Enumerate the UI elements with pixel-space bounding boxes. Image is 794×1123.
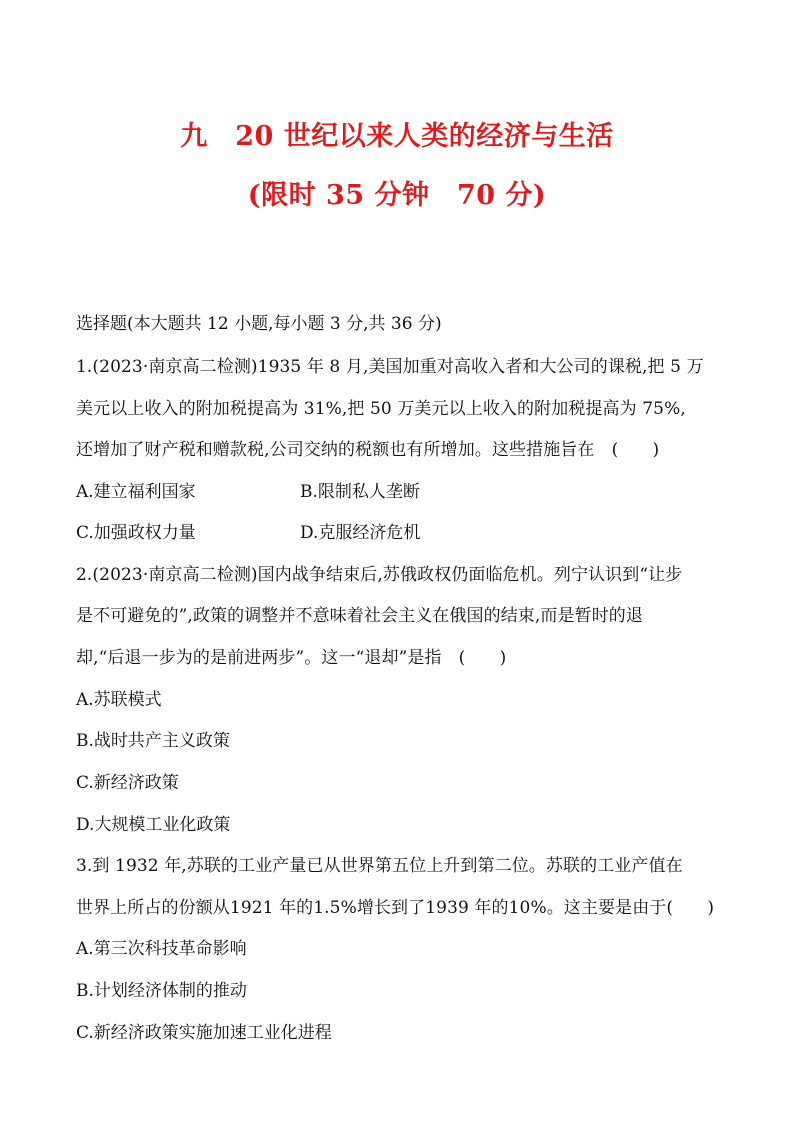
question-2-line-2: 是不可避免的”,政策的调整并不意味着社会主义在俄国的结束,而是暂时的退 bbox=[76, 606, 643, 626]
question-2-line-3: 却,“后退一步为的是前进两步”。这一“退却”是指 ( ) bbox=[76, 648, 507, 668]
question-2-option-c: C.新经济政策 bbox=[76, 773, 179, 793]
question-3-line-2: 世界上所占的份额从1921 年的1.5%增长到了1939 年的10%。这主要是由于( ) bbox=[76, 898, 715, 918]
page-subtitle: (限时 35 分钟 70 分) bbox=[247, 180, 547, 211]
question-3-option-a: A.第三次科技革命影响 bbox=[76, 939, 247, 959]
question-1-option-d: D.克服经济危机 bbox=[300, 523, 421, 543]
question-1-option-b: B.限制私人垄断 bbox=[300, 482, 420, 502]
question-1-option-c: C.加强政权力量 bbox=[76, 523, 196, 543]
question-2-option-d: D.大规模工业化政策 bbox=[76, 815, 231, 835]
question-1-line-1: 1.(2023·南京高二检测)1935 年 8 月,美国加重对高收入者和大公司的课税,把 5 万 bbox=[76, 357, 704, 377]
section-intro: 选择题(本大题共 12 小题,每小题 3 分,共 36 分) bbox=[76, 314, 442, 334]
question-1-line-2: 美元以上收入的附加税提高为 31%,把 50 万美元以上收入的附加税提高为 75%, bbox=[76, 399, 686, 419]
question-3-line-1: 3.到 1932 年,苏联的工业产量已从世界第五位上升到第二位。苏联的工业产值在 bbox=[76, 856, 683, 876]
question-2-option-b: B.战时共产主义政策 bbox=[76, 731, 230, 751]
question-2-option-a: A.苏联模式 bbox=[76, 690, 162, 710]
question-3-option-b: B.计划经济体制的推动 bbox=[76, 981, 247, 1001]
question-1-line-3: 还增加了财产税和赠款税,公司交纳的税额也有所增加。这些措施旨在 ( ) bbox=[76, 440, 660, 460]
question-1-option-a: A.建立福利国家 bbox=[76, 482, 196, 502]
question-2-line-1: 2.(2023·南京高二检测)国内战争结束后,苏俄政权仍面临危机。列宁认识到“让步 bbox=[76, 565, 683, 585]
page-title: 九 20 世纪以来人类的经济与生活 bbox=[180, 121, 614, 152]
question-3-option-c: C.新经济政策实施加速工业化进程 bbox=[76, 1023, 332, 1043]
